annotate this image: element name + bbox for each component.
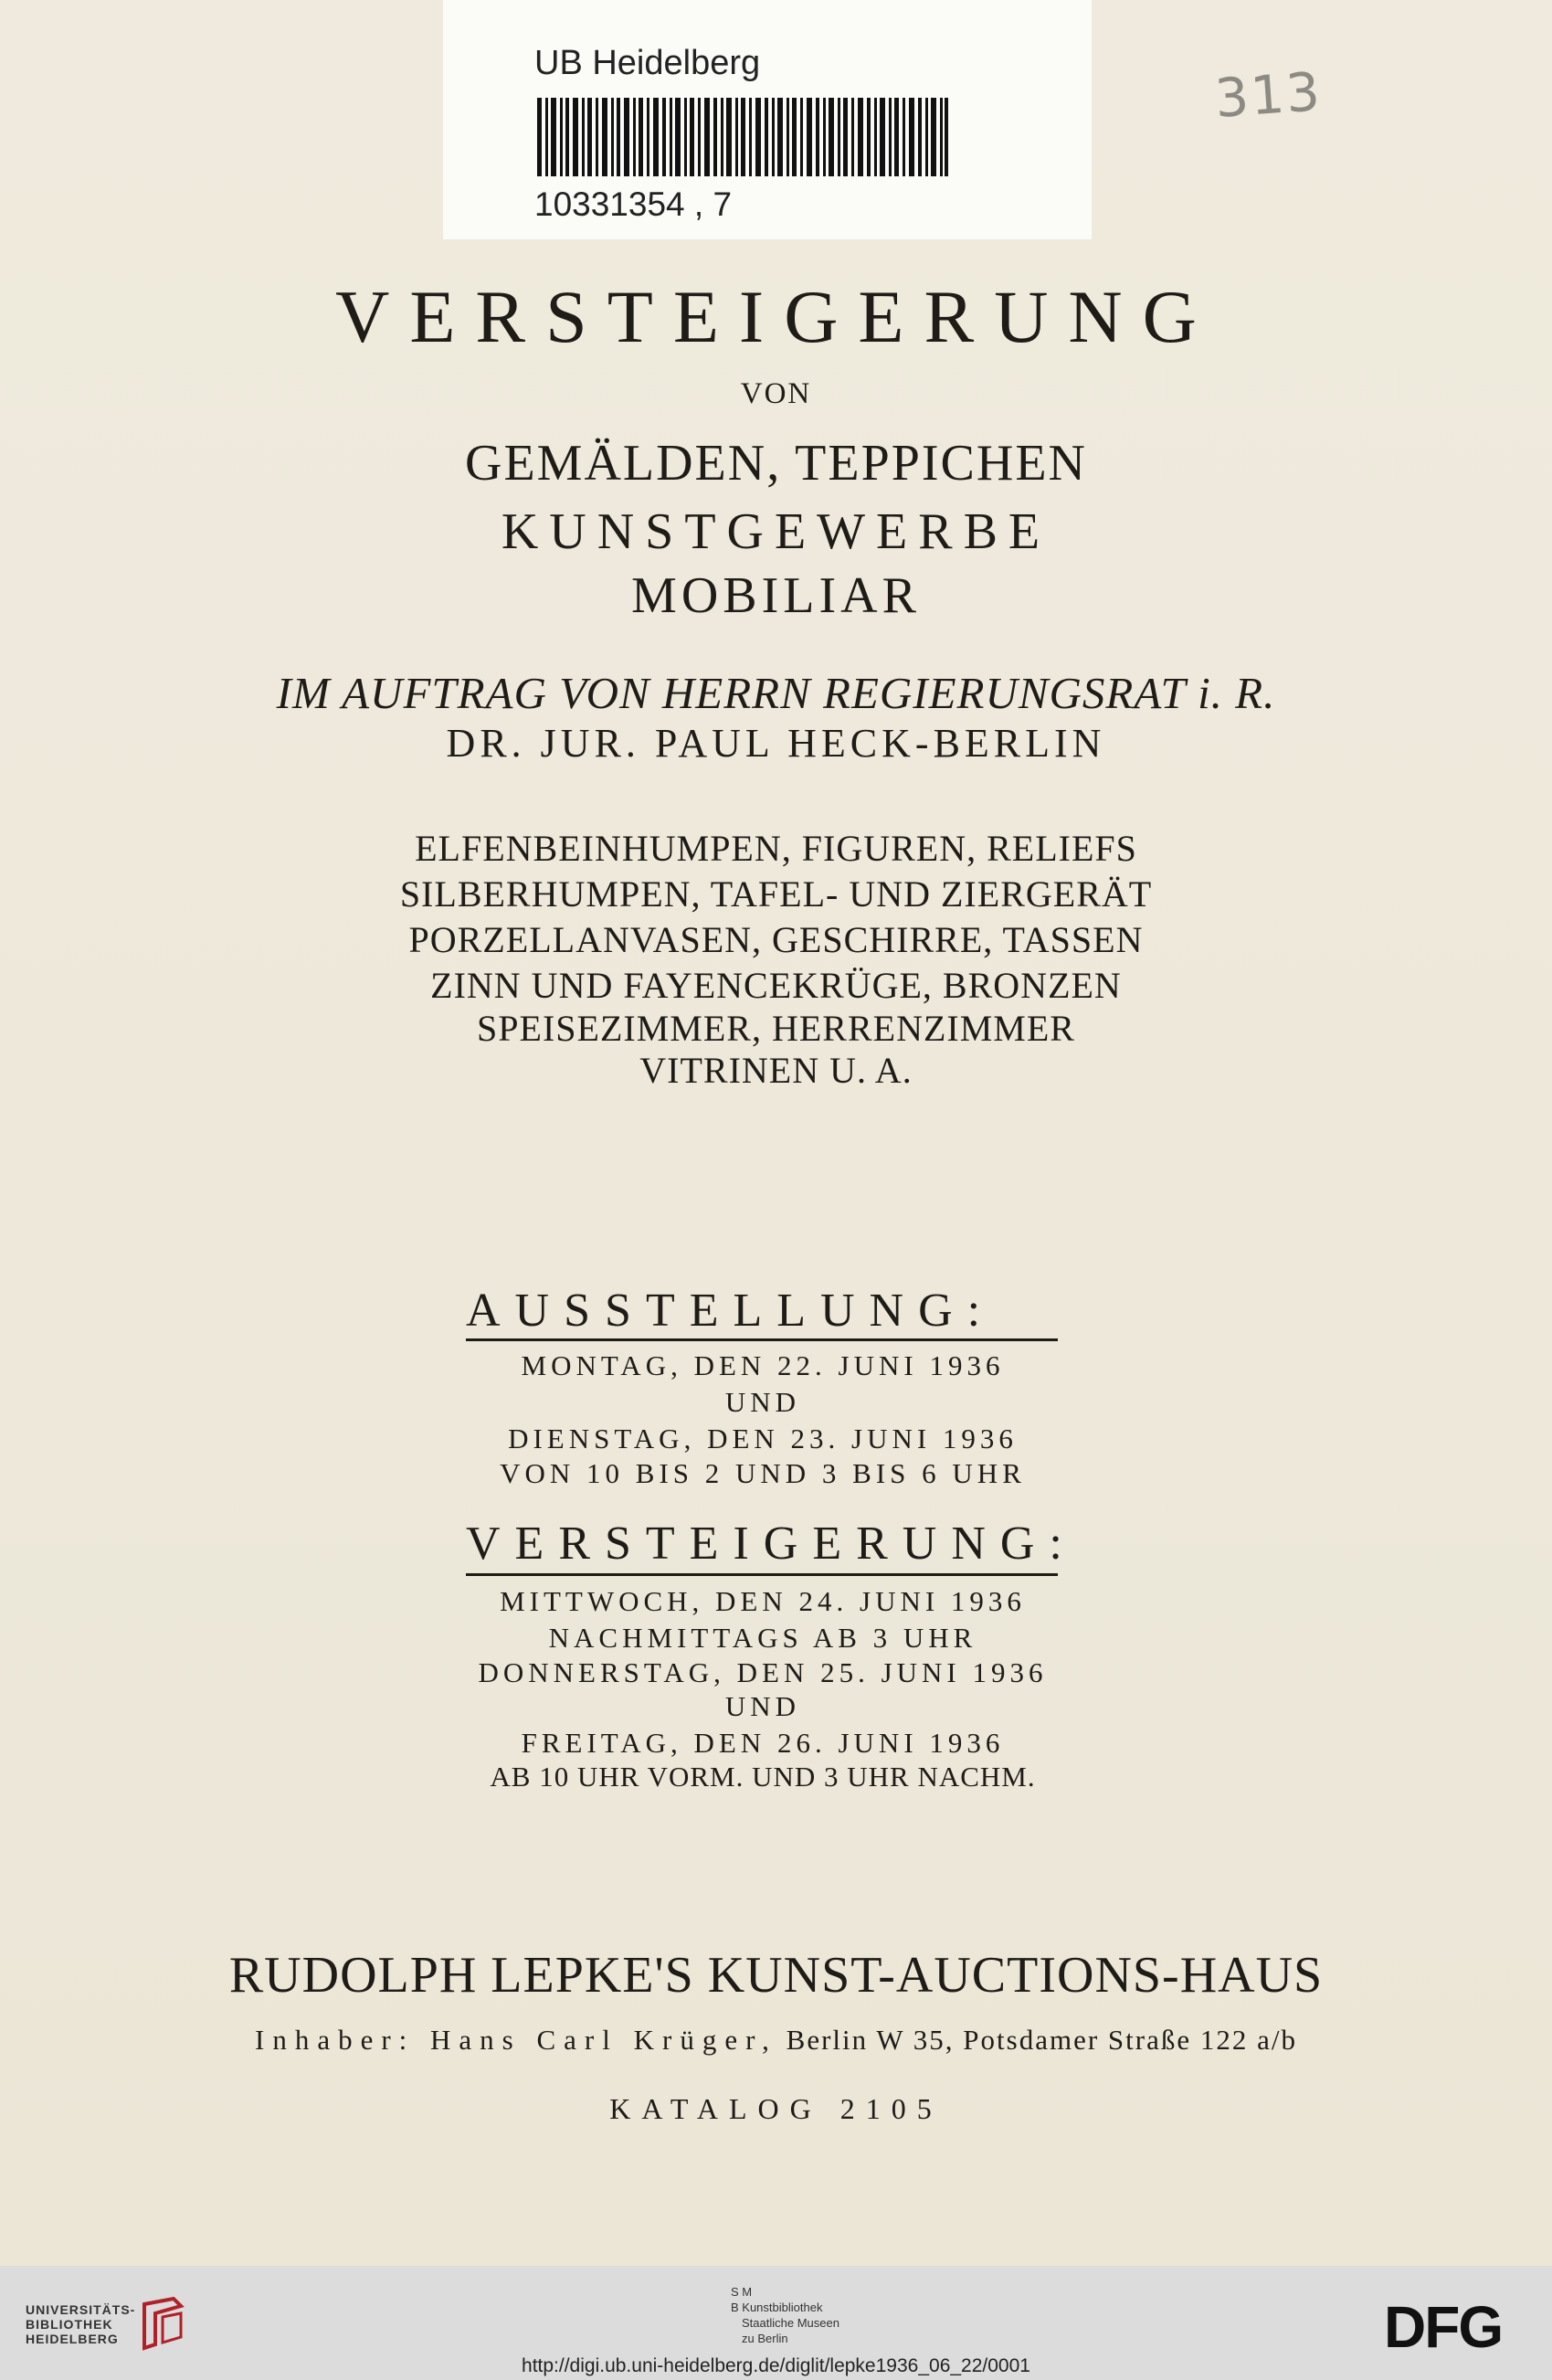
page-title: VERSTEIGERUNG: [335, 275, 1217, 358]
shelf-number: 10331354 , 7: [534, 185, 733, 223]
item-line: ZINN UND FAYENCEKRÜGE, BRONZEN: [430, 965, 1122, 1006]
auction-line: DONNERSTAG, DEN 25. JUNI 1936: [478, 1656, 1048, 1688]
auction-line: NACHMITTAGS AB 3 UHR: [548, 1622, 977, 1654]
barcode: [537, 98, 948, 176]
exhibition-line: UND: [724, 1386, 801, 1418]
category-line: KUNSTGEWERBE: [501, 503, 1051, 560]
item-line: SPEISEZIMMER, HERRENZIMMER: [477, 1008, 1075, 1049]
item-line: SILBERHUMPEN, TAFEL- UND ZIERGERÄT: [399, 873, 1153, 915]
owner-address: Berlin W 35, Potsdamer Straße 122 a/b: [786, 2024, 1297, 2056]
smb-logo-text: [731, 2284, 839, 2346]
owner-name: Inhaber: Hans Carl Krüger,: [255, 2024, 777, 2056]
item-line: PORZELLANVASEN, GESCHIRRE, TASSEN: [408, 919, 1144, 960]
exhibition-line: DIENSTAG, DEN 23. JUNI 1936: [508, 1423, 1018, 1454]
item-line: ELFENBEINHUMPEN, FIGUREN, RELIEFS: [415, 828, 1137, 869]
uni-text-line: BIBLIOTHEK: [26, 2317, 113, 2332]
library-name: UB Heidelberg: [534, 44, 761, 82]
footer-bar: [0, 2266, 1552, 2380]
auction-house: RUDOLPH LEPKE'S KUNST-AUCTIONS-HAUS: [228, 1947, 1324, 2004]
catalog-number: KATALOG 2105: [609, 2092, 943, 2125]
university-library-logo-text: [26, 2302, 135, 2346]
uni-text-line: UNIVERSITÄTS-: [26, 2302, 136, 2317]
smb-text-line: S M: [731, 2285, 753, 2299]
pencil-note: 313: [1212, 60, 1324, 130]
auction-line: AB 10 UHR VORM. UND 3 UHR NACHM.: [490, 1761, 1036, 1793]
uni-text-line: HEIDELBERG: [26, 2332, 119, 2346]
auction-line: FREITAG, DEN 26. JUNI 1936: [521, 1727, 1005, 1759]
commission-line: IM AUFTRAG VON HERRN REGIERUNGSRAT i. R.: [276, 668, 1276, 718]
exhibition-line: VON 10 BIS 2 UND 3 BIS 6 UHR: [500, 1457, 1026, 1489]
auction-rule: [466, 1573, 1058, 1576]
auction-line: UND: [724, 1690, 801, 1722]
smb-text-line: Staatliche Museen: [742, 2316, 839, 2330]
exhibition-rule: [466, 1338, 1058, 1341]
item-line: VITRINEN U. A.: [639, 1050, 913, 1091]
auction-line: MITTWOCH, DEN 24. JUNI 1936: [500, 1585, 1026, 1617]
library-label: [443, 0, 1092, 239]
commission-name: DR. JUR. PAUL HECK-BERLIN: [446, 721, 1106, 766]
category-line: MOBILIAR: [631, 567, 921, 624]
category-line: GEMÄLDEN, TEPPICHEN: [465, 435, 1087, 492]
source-url[interactable]: http://digi.ub.uni-heidelberg.de/diglit/lepke1936_06_22/0001: [522, 2355, 1030, 2376]
auction-heading: VERSTEIGERUNG:: [466, 1518, 1077, 1570]
dfg-logo: DFG: [1384, 2294, 1503, 2360]
subtitle-von: VON: [740, 377, 812, 410]
owner-line: [0, 2024, 1552, 2057]
exhibition-heading: AUSSTELLUNG:: [466, 1285, 996, 1337]
university-logo-icon: [137, 2297, 188, 2352]
smb-text-line: B Kunstbibliothek: [731, 2301, 823, 2314]
smb-text-line: zu Berlin: [742, 2332, 788, 2345]
exhibition-line: MONTAG, DEN 22. JUNI 1936: [521, 1349, 1005, 1381]
